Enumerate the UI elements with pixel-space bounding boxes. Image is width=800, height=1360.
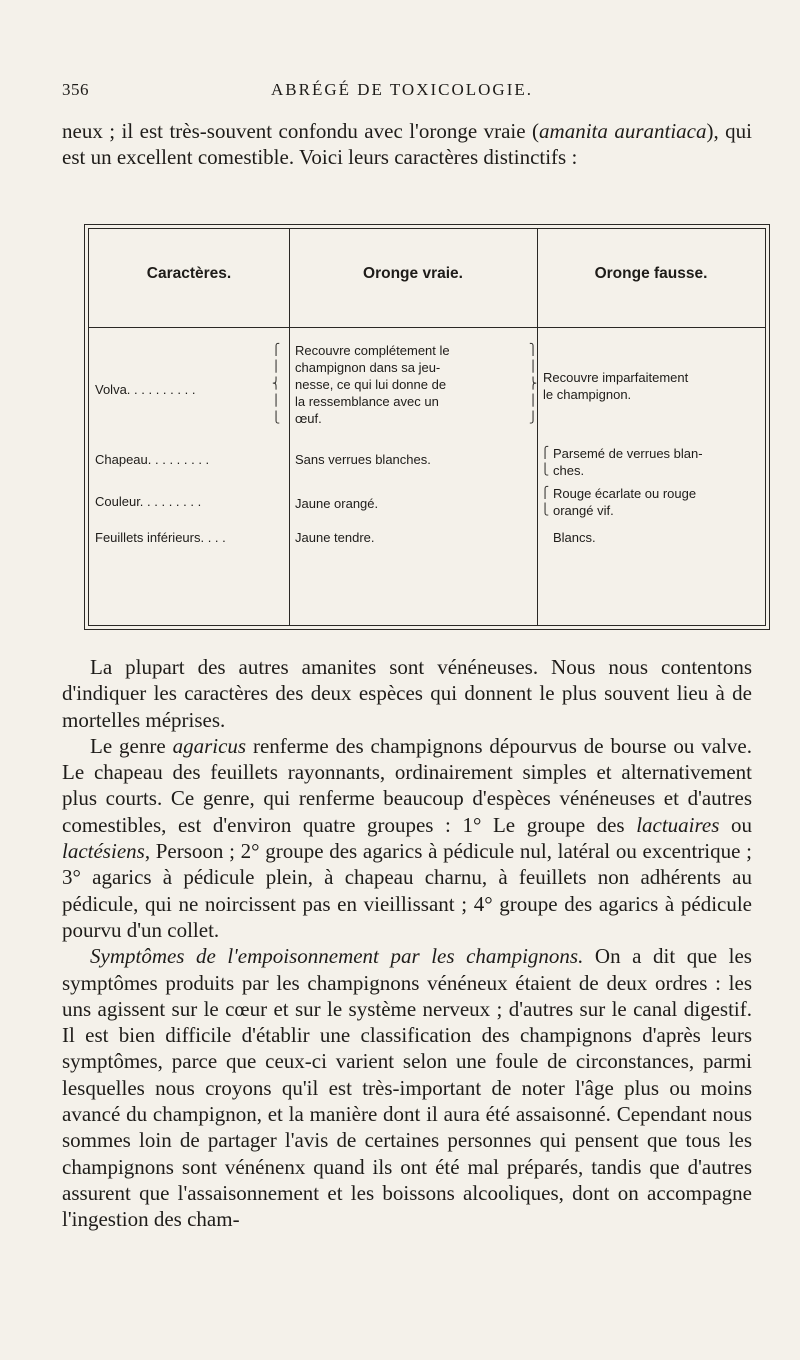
brace-left: ⎧ ⎩ <box>541 487 550 516</box>
row-label-volva: Volva. . . . . . . . . . <box>95 382 196 397</box>
intro-species-name: amanita aurantiaca <box>539 119 707 143</box>
intro-paragraph <box>62 118 752 170</box>
column-divider <box>289 229 290 625</box>
row-couleur-vraie: Jaune orangé. <box>295 496 379 511</box>
row-chapeau-vraie: Sans verrues blanches. <box>295 452 431 467</box>
cell-line: orangé vif. <box>553 503 614 518</box>
cell-line: nesse, ce qui lui donne de <box>295 377 447 392</box>
paragraph <box>62 654 752 733</box>
row-chapeau-fausse <box>553 445 763 479</box>
column-divider <box>537 229 538 625</box>
paragraph-text: On a dit que les symptômes produits par les champignons vénéneux étaient de deux ordres : les uns agissent sur le cœur et sur le système nerveux ; d'autres sur le canal digestif. Il est bien difficile d'établir une classification des champignons d'après leurs symptômes, parce que ceux-ci varient selon une foule de circonstances, parmi lesquelles nous croyons qu'il est très-important de noter l'âge plus ou moins avancé du champignon, et la manière dont il aura été assaisonné. Cependant nous sommes loin de partager l'avis de certaines personnes qui pensent que tous les champignons sont vénénenx quand ils ont été mal préparés, tandis que d'autres assurent que l'assaisonnement et les boissons alcooliques, dont on accompagne l'ingestion des cham- <box>62 944 752 1232</box>
cell-line: Recouvre imparfaitement <box>543 370 689 385</box>
brace-left: ⎧ ⎪ ⎨ ⎪ ⎩ <box>272 344 281 424</box>
paragraph-text: Le genre <box>90 733 173 758</box>
italic-term: lactésiens <box>62 839 145 864</box>
paragraph <box>62 733 752 943</box>
page-number: 356 <box>62 80 89 99</box>
row-couleur-fausse <box>553 485 763 519</box>
paragraph-text: , Persoon ; 2° groupe des agarics à pédicule nul, latéral ou excentrique ; 3° agarics à pédicule plein, à chapeau charnu, à feuillets non adhérents au pédicule, qui ne noircissent pas en vieillissant ; 4° groupe des agarics à pédicule pourvu d'un collet. <box>62 839 752 942</box>
italic-term: agaricus <box>172 733 247 758</box>
comparison-table <box>88 228 766 626</box>
row-feuillets-vraie: Jaune tendre. <box>295 530 375 545</box>
cell-line: champignon dans sa jeu- <box>295 360 441 375</box>
cell-line: la ressemblance avec un <box>295 394 439 409</box>
italic-term: lactuaires <box>636 812 720 837</box>
brace-right: ⎫ ⎪ ⎬ ⎪ ⎭ <box>529 344 538 424</box>
running-head: ABRÉGÉ DE TOXICOLOGIE. <box>271 80 533 99</box>
page-header <box>62 80 742 104</box>
row-volva-vraie <box>295 342 533 427</box>
header-oronge-fausse: Oronge fausse. <box>594 265 708 282</box>
header-caracteres: Caractères. <box>146 265 232 282</box>
row-label-chapeau: Chapeau. . . . . . . . . <box>95 452 210 467</box>
row-label-couleur: Couleur. . . . . . . . . <box>95 494 202 509</box>
paragraph <box>62 943 752 1232</box>
cell-line: Rouge écarlate ou rouge <box>553 486 697 501</box>
cell-line: œuf. <box>295 411 322 426</box>
header-oronge-vraie: Oronge vraie. <box>363 265 463 282</box>
paragraph-text: ou <box>719 812 752 837</box>
cell-line: Parsemé de verrues blan- <box>553 446 703 461</box>
body-text <box>62 654 752 1233</box>
cell-line: ches. <box>553 463 585 478</box>
intro-text-post: ), qui est un excellent comestible. Voici leurs caractères distinctifs : <box>62 119 753 169</box>
paragraph-text: renferme des champignons dépourvus de bourse ou valve. Le chapeau des feuillets rayonnants, ordinairement simples et alternativement plus courts. Ce genre, qui renferme beaucoup d'espèces vénéneuses et d'autres comestibles, est d'environ quatre groupes : 1° Le groupe des <box>62 733 752 837</box>
row-label-feuillets: Feuillets inférieurs. . . . <box>95 530 226 545</box>
section-heading-italic: Symptômes de l'empoisonnement par les champignons. <box>90 944 584 969</box>
row-volva-fausse <box>543 369 763 403</box>
row-feuillets-fausse: Blancs. <box>553 530 596 545</box>
cell-line: Recouvre complétement le <box>295 343 450 358</box>
cell-line: le champignon. <box>543 387 632 402</box>
brace-left: ⎧ ⎩ <box>541 447 550 476</box>
paragraph-text: La plupart des autres amanites sont vénéneuses. Nous nous contentons d'indiquer les caractères des deux espèces qui donnent le plus souvent lieu à de mortelles méprises. <box>62 655 752 732</box>
intro-text-pre: neux ; il est très-souvent confondu avec l'oronge vraie ( <box>62 119 540 143</box>
